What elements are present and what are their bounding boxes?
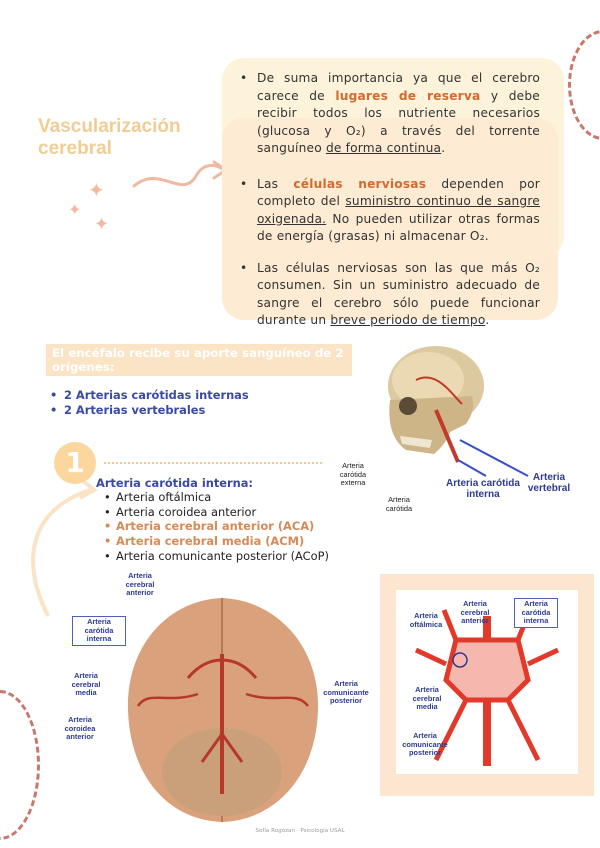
sparkle-icon: ✦: [94, 214, 110, 235]
bullet-text: Las: [257, 176, 294, 191]
label-comunicante-posterior-diagram: Arteria comunicante posterior: [402, 731, 448, 758]
underlined-text: de forma continua: [325, 141, 442, 155]
title-line-1: Vascularización: [38, 116, 181, 137]
list-item: • 2 Arterias carótidas internas: [50, 388, 249, 403]
list-item: • Arteria cerebral anterior (ACA): [104, 519, 329, 534]
label-oftalmica: Arteria oftálmica: [409, 611, 443, 629]
bullet-text: y debe recibir todos los nutriente necesarios (glucosa y O₂) a través del torrente sanguíneo: [257, 88, 540, 155]
underlined-text: breve periodo de tiempo: [330, 313, 486, 327]
list-item: • Arteria coroidea anterior: [104, 505, 329, 520]
underlined-text: suministro continuo de sangre oxigenada.: [257, 194, 540, 226]
label-cerebral-media: Arteria cerebral media: [71, 671, 101, 698]
carotid-branches-list: [104, 490, 329, 564]
curve-connector: [20, 470, 110, 620]
sparkle-icon: ✦: [88, 178, 105, 202]
section-number-badge: 1: [54, 442, 96, 484]
bullet-item: [240, 260, 540, 330]
intro-bullets: [240, 70, 540, 344]
label-comunicante-posterior: Arteria comunicante posterior: [323, 679, 369, 706]
label-carotida-interna-diagram: Arteria carótida interna: [514, 598, 558, 628]
bullet-text: .: [441, 141, 446, 155]
section-heading: Arteria carótida interna:: [96, 476, 253, 490]
sparkle-icon: ✦: [68, 200, 82, 219]
label-carotida-interna: Arteria carótida interna: [446, 478, 520, 500]
page-title: [38, 116, 181, 160]
bullet-text: De suma importancia ya que el cerebro carece de: [257, 71, 540, 103]
list-item: • Arteria comunicante posterior (ACoP): [104, 549, 329, 564]
label-carotida-externa: Arteria carótida externa: [339, 461, 367, 488]
label-carotida: Arteria carótida: [385, 495, 413, 513]
highlight-text: células nerviosas: [293, 176, 427, 191]
bullet-text: dependen por completo del: [257, 176, 540, 208]
list-item: • Arteria cerebral media (ACM): [104, 534, 329, 549]
list-item: • Arteria oftálmica: [104, 490, 329, 505]
decorative-arc-top-right: [568, 30, 600, 140]
footer-credit: Sofía Rogozan · Psicología USAL: [255, 828, 345, 834]
label-coroidea-anterior: Arteria coroidea anterior: [64, 715, 96, 742]
bullet-item: [240, 70, 540, 158]
list-item: • 2 Arterias vertebrales: [50, 403, 249, 418]
bullet-text: No pueden utilizar otras formas de energía (grasas) ni almacenar O₂.: [257, 211, 540, 243]
dotted-divider: [104, 462, 322, 464]
brain-base-illustration: [118, 594, 328, 828]
bullet-text: .: [485, 313, 490, 327]
label-vertebral: Arteria vertebral: [527, 472, 571, 494]
supply-banner: El encéfalo recibe su aporte sanguíneo de 2 orígenes:: [46, 344, 352, 376]
label-cerebral-media-diagram: Arteria cerebral media: [412, 685, 442, 712]
label-cerebral-anterior: Arteria cerebral anterior: [125, 571, 155, 598]
decorative-arc-bottom-left: [0, 690, 40, 840]
highlight-text: lugares de reserva: [335, 88, 481, 103]
bullet-item: [240, 176, 540, 246]
bullet-text: Las células nerviosas son las que más O₂ consumen. Sin un suministro adecuado de sangre el cerebro sólo puede funcionar durante un: [257, 260, 540, 327]
title-line-2: cerebral: [38, 138, 112, 159]
label-cerebral-anterior-diagram: Arteria cerebral anterior: [460, 599, 490, 626]
label-carotida-interna-box: Arteria carótida interna: [72, 616, 126, 646]
origins-list: [50, 388, 249, 418]
